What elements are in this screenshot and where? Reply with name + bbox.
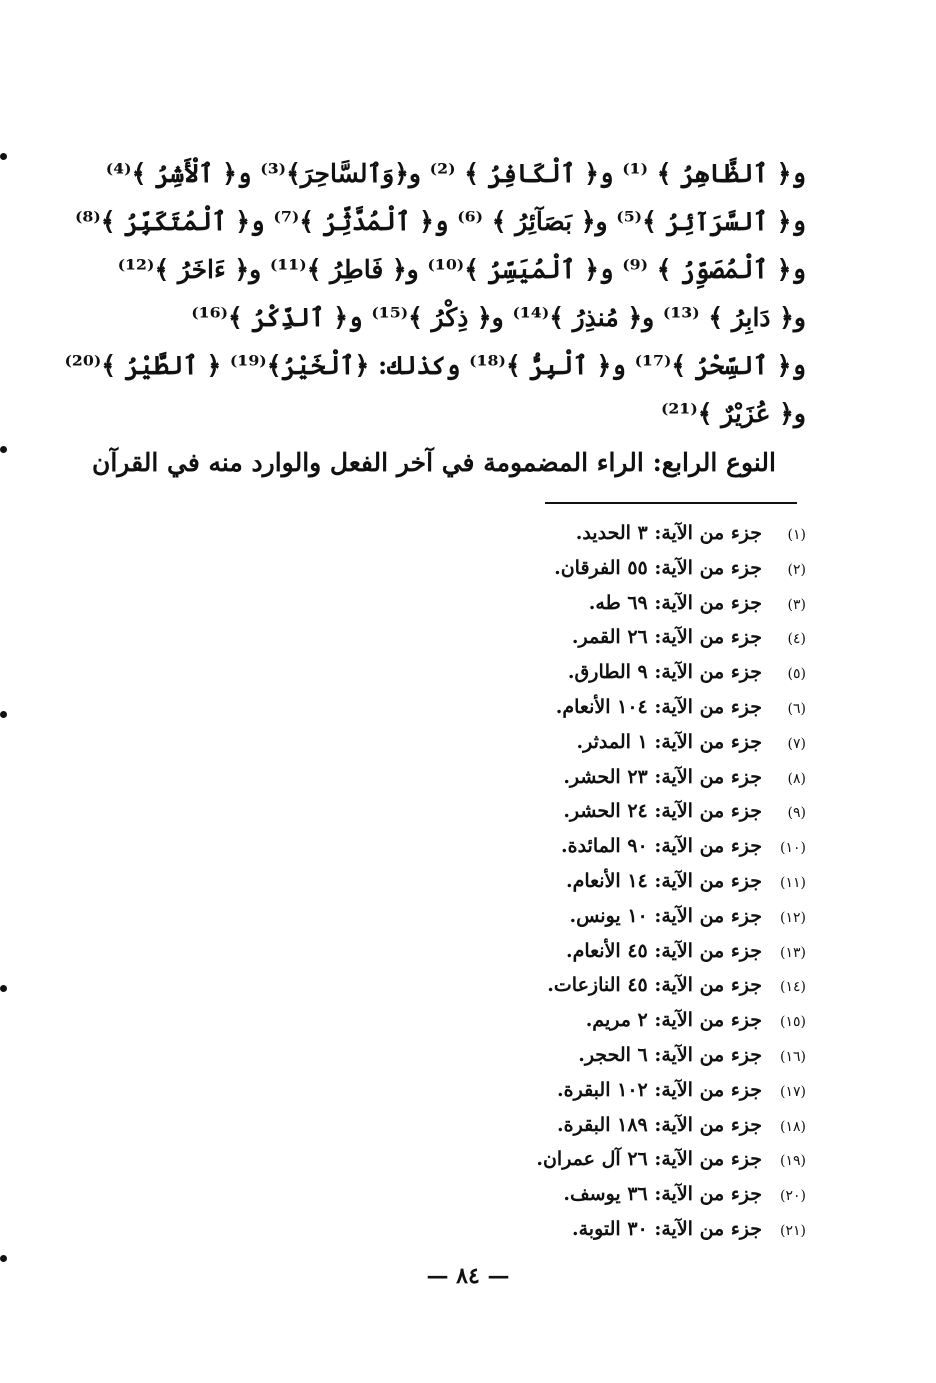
page-number: — ٨٤ — bbox=[426, 1263, 510, 1289]
footnote-number: (٢٠) bbox=[780, 1188, 806, 1205]
footnote-text: جزء من الآية: ٢ مريم. bbox=[585, 1009, 762, 1032]
footnote bbox=[386, 864, 806, 899]
footnote-text: جزء من الآية: ٤٥ النازعات. bbox=[547, 974, 762, 997]
footnote-separator bbox=[545, 502, 797, 504]
footnote-number: (١٥) bbox=[780, 1014, 806, 1031]
footnote bbox=[386, 1073, 806, 1108]
footnote-text: جزء من الآية: ٣٠ التوبة. bbox=[571, 1217, 762, 1240]
footnote-number: (٢) bbox=[787, 561, 806, 578]
footnote-number: (٩) bbox=[787, 805, 806, 822]
footnote-text: جزء من الآية: ١٠٤ الأنعام. bbox=[555, 695, 762, 718]
body-line: و﴿ دَابِرُ ﴾ ⁽¹³⁾ و﴿ مُنذِرُ ﴾⁽¹⁴⁾ و﴿ ذِكْرُ ﴾⁽¹⁵⁾ و﴿ ٱلذِّكْرُ ﴾⁽¹⁶⁾ bbox=[191, 303, 806, 332]
footnote-number: (١٩) bbox=[780, 1153, 806, 1170]
footnote bbox=[386, 655, 806, 690]
footnote-text: جزء من الآية: ٣٦ يوسف. bbox=[563, 1183, 762, 1206]
footnote-text: جزء من الآية: ٢٦ القمر. bbox=[571, 626, 762, 649]
margin-dot bbox=[0, 153, 7, 160]
body-line: و﴿ ٱلْمُصَوِّرُ ﴾ ⁽⁹⁾ و﴿ ٱلْمُيَسِّرُ ﴾⁽¹⁰⁾ و﴿ فَاطِرُ ﴾⁽¹¹⁾ و﴿ ءَاخَرُ ﴾⁽¹²⁾ bbox=[117, 255, 806, 284]
footnote-number: (١٣) bbox=[780, 944, 806, 961]
footnote bbox=[386, 1038, 806, 1073]
footnote-number: (١٠) bbox=[780, 840, 806, 857]
footnote bbox=[386, 551, 806, 586]
footnotes-list bbox=[386, 516, 806, 1247]
margin-dot bbox=[0, 711, 7, 718]
footnote-number: (٧) bbox=[787, 735, 806, 752]
section-text: الراء المضمومة في آخر الفعل والوارد منه في القرآن bbox=[91, 448, 644, 477]
footnote-text: جزء من الآية: ١٨٩ البقرة. bbox=[557, 1113, 762, 1136]
footnote-number: (٤) bbox=[787, 631, 806, 648]
quran-words-block bbox=[64, 150, 806, 438]
footnote-text: جزء من الآية: ٣ الحديد. bbox=[575, 522, 762, 544]
footnote-text: جزء من الآية: ١٠٢ البقرة. bbox=[557, 1078, 762, 1101]
footnote bbox=[386, 586, 806, 621]
footnote-number: (١٨) bbox=[780, 1118, 806, 1135]
footnote bbox=[386, 760, 806, 795]
footnote bbox=[386, 620, 806, 655]
footnote bbox=[386, 829, 806, 864]
body-line: و﴿ ٱلسِّحْرُ ﴾⁽¹⁷⁾ و﴿ ٱلْبِرُّ ﴾⁽¹⁸⁾ وكذلك: ﴿ٱلْخَيْرُ﴾⁽¹⁹⁾ ﴿ ٱلطَّيْرُ ﴾⁽²⁰⁾ bbox=[64, 351, 806, 380]
section-label: النوع الرابع: bbox=[652, 448, 776, 477]
footnote-text: جزء من الآية: ٦ الحجر. bbox=[578, 1043, 762, 1066]
body-line: و﴿ عُزَيْرٌ ﴾⁽²¹⁾ bbox=[660, 399, 806, 428]
footnote-number: (٢١) bbox=[780, 1222, 806, 1239]
footnote-number: (١٢) bbox=[780, 909, 806, 926]
footnote bbox=[386, 1003, 806, 1038]
footnote-text: جزء من الآية: ١٤ الأنعام. bbox=[565, 869, 762, 892]
footnote-number: (١٤) bbox=[780, 979, 806, 996]
footnote-number: (٣) bbox=[787, 596, 806, 613]
footnote-text: جزء من الآية: ١٠ يونس. bbox=[569, 904, 762, 927]
footnote-text: جزء من الآية: ٤٥ الأنعام. bbox=[565, 939, 762, 962]
body-line: و﴿ ٱلسَّرَآئِرُ ﴾⁽⁵⁾ و﴿ بَصَآئِرُ ﴾ ⁽⁶⁾ و﴿ ٱلْمُدَّثِّرُ ﴾⁽⁷⁾ و﴿ ٱلْمُتَكَبِّرُ ﴾⁽⁸⁾ bbox=[74, 207, 806, 236]
footnote-text: جزء من الآية: ٦٩ طه. bbox=[588, 591, 762, 614]
footnote-text: جزء من الآية: ٥٥ الفرقان. bbox=[554, 556, 762, 579]
footnote bbox=[386, 794, 806, 829]
footnote-text: جزء من الآية: ١ المدثر. bbox=[576, 730, 762, 753]
footnote-number: (٥) bbox=[787, 666, 806, 683]
footnote-text: جزء من الآية: ٩٠ المائدة. bbox=[561, 835, 762, 858]
footnote-text: جزء من الآية: ٢٦ آل عمران. bbox=[536, 1148, 762, 1171]
footnote-number: (٦) bbox=[787, 700, 806, 717]
footnote bbox=[386, 899, 806, 934]
footnote bbox=[386, 1212, 806, 1247]
footnote bbox=[386, 1142, 806, 1177]
body-line: و﴿ ٱلظَّاهِرُ ﴾ ⁽¹⁾ و﴿ ٱلْكَافِرُ ﴾ ⁽²⁾ و﴿وَٱلسَّاحِرَ﴾⁽³⁾ و﴿ ٱلْأَشِرُ ﴾⁽⁴⁾ bbox=[105, 159, 806, 188]
footnote-number: (٨) bbox=[787, 770, 806, 787]
margin-dot bbox=[0, 446, 7, 453]
margin-dot bbox=[0, 985, 7, 992]
footnote bbox=[386, 725, 806, 760]
footnote-text: جزء من الآية: ٩ الطارق. bbox=[567, 661, 762, 684]
footnote-text: جزء من الآية: ٢٣ الحشر. bbox=[563, 765, 762, 788]
footnote bbox=[386, 1108, 806, 1143]
footnote bbox=[386, 516, 806, 551]
footnote-number: (١٦) bbox=[780, 1048, 806, 1065]
section-heading bbox=[92, 448, 776, 477]
footnote bbox=[386, 690, 806, 725]
footnote-text: جزء من الآية: ٢٤ الحشر. bbox=[563, 800, 762, 823]
footnote-number: (١) bbox=[787, 527, 806, 543]
footnote-number: (١١) bbox=[780, 874, 806, 891]
footnote bbox=[386, 1177, 806, 1212]
footnote bbox=[386, 968, 806, 1003]
footnote bbox=[386, 934, 806, 969]
margin-dot bbox=[0, 1255, 7, 1262]
footnote-number: (١٧) bbox=[780, 1083, 806, 1100]
